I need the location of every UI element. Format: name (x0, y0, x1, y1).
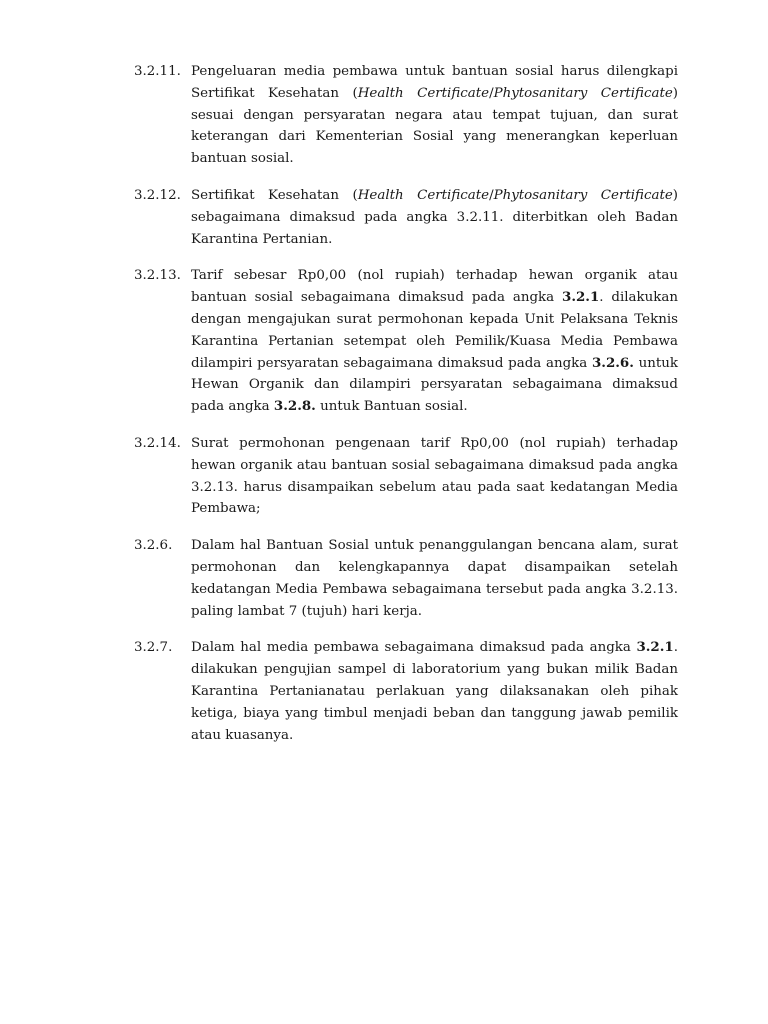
item-number: 3.2.6. (134, 538, 173, 554)
text-segment: Surat permohonan pengenaan tarif Rp0,00 (nol rupiah) terhadap hewan organik atau bantuan sosial sebagaimana dimaksud pada angka 3.2.13. harus disampaikan sebelum atau pada saat kedatangan Media Pembawa; (191, 435, 678, 517)
list-item (134, 265, 678, 418)
item-number: 3.2.13. (134, 268, 181, 284)
text-segment: / (489, 85, 494, 101)
text-segment: untuk Hewan Organik dan dilampiri persyaratan sebagaimana dimaksud pada angka (191, 355, 678, 415)
item-number: 3.2.14. (134, 435, 181, 451)
list-item (134, 61, 678, 170)
text-segment: untuk Bantuan sosial. (315, 399, 468, 415)
text-segment: ) sesuai dengan persyaratan negara atau tempat tujuan, dan surat keterangan dari Kementerian Sosial yang menerangkan keperluan bantuan sosial. (191, 85, 678, 167)
italic-text: Health Certificate (357, 85, 490, 101)
numbered-list (134, 61, 678, 746)
italic-text: Phytosanitary Certificate (493, 187, 673, 203)
item-number: 3.2.7. (134, 640, 173, 656)
item-text (191, 185, 678, 250)
list-item (134, 433, 678, 520)
list-item (134, 185, 678, 250)
italic-text: Health Certificate (357, 187, 490, 203)
list-item (134, 535, 678, 622)
list-item (134, 637, 678, 746)
bold-reference: 3.2.8. (273, 398, 316, 415)
italic-text: Phytosanitary Certificate (493, 85, 673, 101)
item-text (191, 637, 678, 746)
text-segment: Pengeluaran media pembawa untuk bantuan sosial harus dilengkapi Sertifikat Kesehatan ( (191, 64, 678, 101)
text-segment: . dilakukan dengan mengajukan surat permohonan kepada Unit Pelaksana Teknis Karantina Pertanian setempat oleh Pemilik/Kuasa Media Pembawa dilampiri persyaratan sebagaimana dimaksud pada angka (191, 290, 678, 371)
text-segment: . dilakukan pengujian sampel di laboratorium yang bukan milik Badan Karantina Pertanianatau perlakuan yang dilaksanakan oleh pihak ketiga, biaya yang timbul menjadi beban dan tanggung jawab pemilik atau kuasanya. (191, 640, 678, 743)
text-segment: ) sebagaimana dimaksud pada angka 3.2.11. diterbitkan oleh Badan Karantina Pertanian. (191, 187, 678, 247)
item-text (191, 535, 678, 622)
item-text (191, 433, 678, 520)
bold-reference: 3.2.1 (562, 289, 600, 306)
item-number: 3.2.12. (134, 187, 181, 203)
text-segment: Dalam hal Bantuan Sosial untuk penanggulangan bencana alam, surat permohonan dan kelengkapannya dapat disampaikan setelah kedatangan Media Pembawa sebagaimana tersebut pada angka 3.2.13. paling lambat 7 (tujuh) hari kerja. (191, 538, 678, 619)
text-segment: / (489, 187, 494, 203)
item-text (191, 61, 678, 170)
bold-reference: 3.2.6. (591, 354, 634, 371)
text-segment: Dalam hal media pembawa sebagaimana dimaksud pada angka (191, 640, 637, 656)
bold-reference: 3.2.1 (636, 639, 674, 656)
item-number: 3.2.11. (134, 64, 181, 79)
text-segment: Sertifikat Kesehatan ( (191, 187, 358, 203)
text-segment: Tarif sebesar Rp0,00 (nol rupiah) terhadap hewan organik atau bantuan sosial sebagaimana dimaksud pada angka (191, 268, 678, 306)
item-text (191, 265, 678, 418)
